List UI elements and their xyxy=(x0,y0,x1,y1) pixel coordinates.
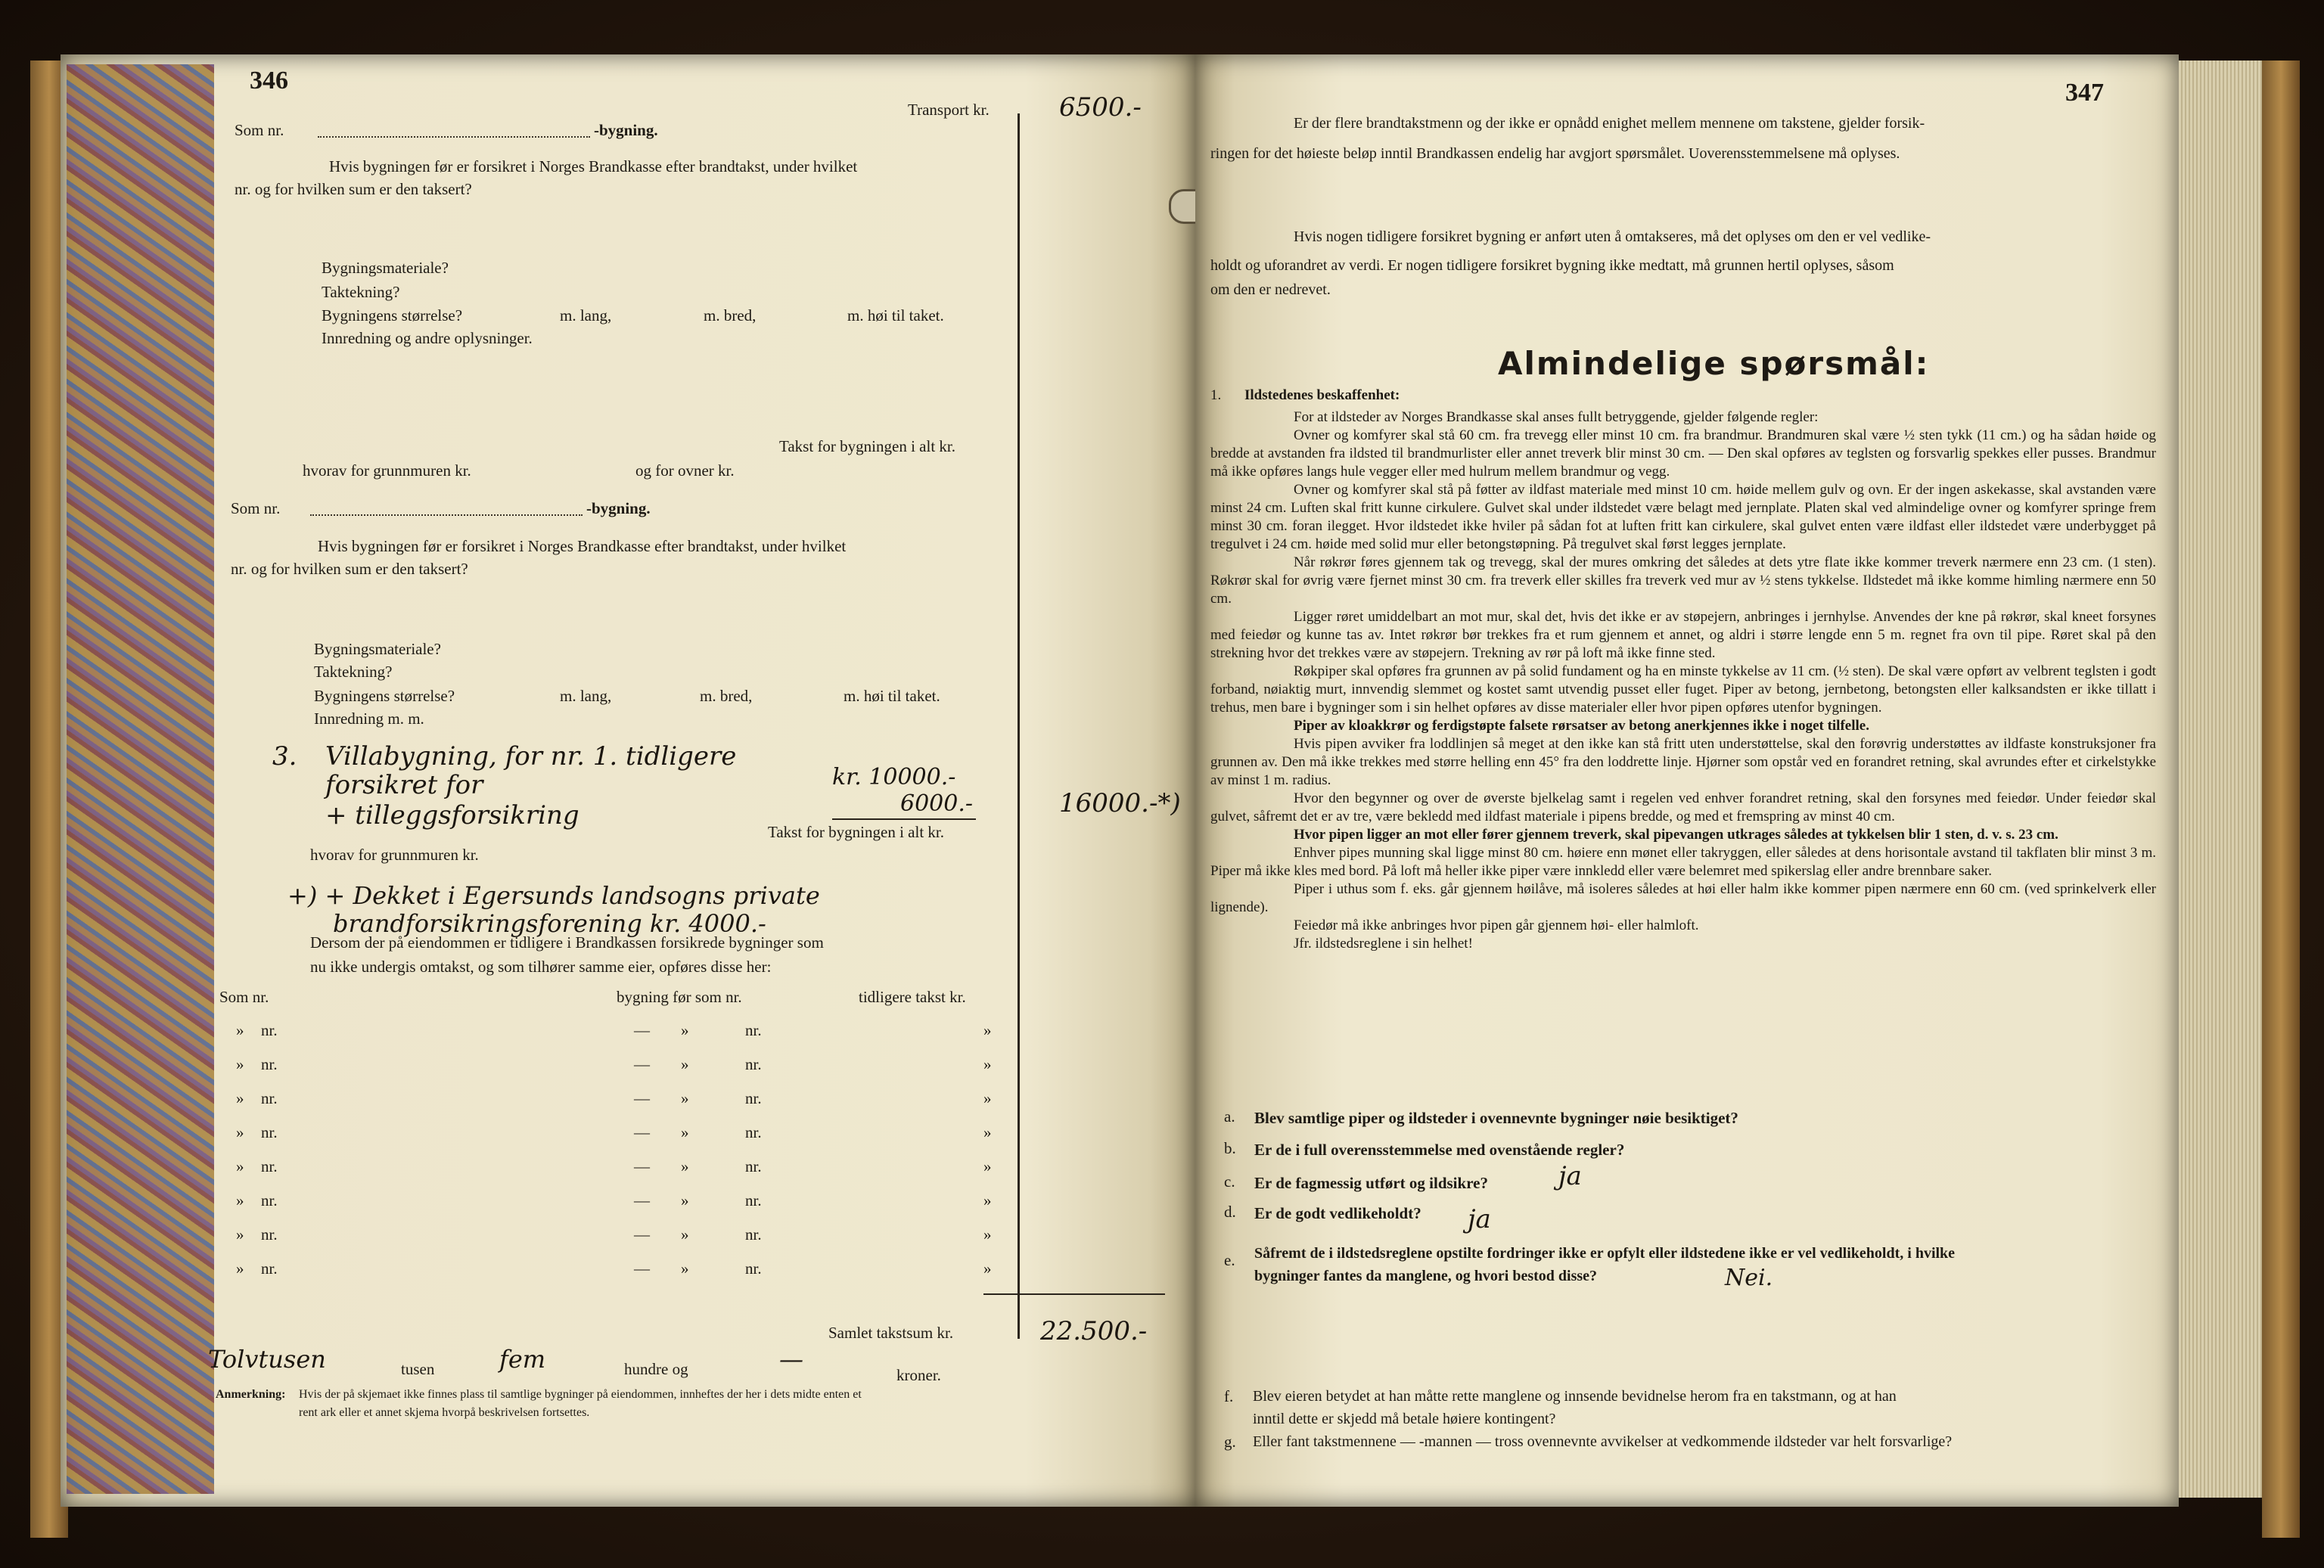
question-e-line1: Såfremt de i ildstedsreglene opstilte fordringer ikke er opfylt eller ildstedene ikke er vel vedlikeholdt, i hvilke xyxy=(1254,1245,1956,1262)
forsikret-question-2a: Hvis bygningen før er forsikret i Norges Brandkasse efter brandtakst, under hvilket xyxy=(318,537,847,555)
row-quote: » xyxy=(681,1259,689,1278)
row-quote: » xyxy=(681,1055,689,1073)
row-nr: nr. xyxy=(745,1259,762,1278)
intro-line5: om den er nedrevet. xyxy=(1210,281,1331,298)
question-d: Er de godt vedlikeholdt? xyxy=(1254,1204,1421,1222)
row-quote: » xyxy=(236,1225,244,1244)
row-quote: » xyxy=(681,1021,689,1039)
row-quote: » xyxy=(236,1157,244,1175)
row-quote: » xyxy=(681,1089,689,1107)
forsikret-question-2b: nr. og for hvilken sum er den taksert? xyxy=(231,560,468,578)
storrelse-1: Bygningens størrelse? xyxy=(322,306,463,324)
row-nr: nr. xyxy=(261,1021,278,1039)
row-dash: — xyxy=(634,1259,650,1278)
intro-line2: ringen for det høieste beløp inntil Brandkassen endelig har avgjort spørsmålet. Uoverensstemmelsene må oplyses. xyxy=(1210,145,1900,162)
hundre-og-label: hundre og xyxy=(624,1360,688,1378)
marbled-endpaper xyxy=(67,64,214,1494)
forsikret-question-1a: Hvis bygningen før er forsikret i Norges Brandkasse efter brandtakst, under hvilket xyxy=(329,157,858,175)
rule-paragraph: Enhver pipes munning skal ligge minst 80 cm. høiere enn mønet eller takryggen, eller således at dens horisontale avstand til takflaten blir minst 3 m. Piper må ikke kles med bord. På loft må heller ikke piper være innkledd eller være belemret med spikerslag eller andre brennbare saker. xyxy=(1210,845,2156,879)
anmerkning-label: Anmerkning: xyxy=(216,1388,286,1401)
hw-samlet-value: 22.500.- xyxy=(1040,1316,1148,1346)
sum-rule xyxy=(983,1293,1165,1295)
m-hoi-2: m. høi til taket. xyxy=(844,687,940,705)
section-number: 1. xyxy=(1210,387,1222,403)
answer-c: ja xyxy=(1558,1161,1582,1191)
row-nr: nr. xyxy=(261,1089,278,1107)
rule-paragraph: Piper av kloakkrør og ferdigstøpte falsete rørsatser av betong anerkjennes ikke i noget tilfelle. xyxy=(1294,718,1869,734)
row-quote: » xyxy=(983,1259,992,1278)
row-quote: » xyxy=(236,1021,244,1039)
question-e-line2: bygninger fantes da manglene, og hvori bestod disse? xyxy=(1254,1268,1598,1284)
question-f-line2: inntil dette er skjedd må betale høiere kontingent? xyxy=(1253,1411,1556,1427)
row-nr: nr. xyxy=(261,1055,278,1073)
book-edge-right xyxy=(2262,61,2300,1538)
hw-words-hundre: fem xyxy=(499,1345,546,1374)
taktekning-2: Taktekning? xyxy=(314,663,393,681)
intro-line1: Er der flere brandtakstmenn og der ikke er opnådd enighet mellem mennene om takstene, gjelder forsik- xyxy=(1294,115,1925,132)
dotted-line xyxy=(318,136,590,138)
row-nr: nr. xyxy=(745,1123,762,1141)
hw-amount1: kr. 10000.- xyxy=(832,764,956,790)
og-ovner-1: og for ovner kr. xyxy=(635,461,735,480)
question-d-label: d. xyxy=(1224,1203,1236,1221)
rule-paragraph: Hvis pipen avviker fra loddlinjen så meget at den ikke kan stå fritt uten understøttelse, skal den forøvrig understøttes av ildfaste konstruksjoner fra grunnen av. Den må ikke trekkes med større helling enn 45° fra den loddrette linje. Hjørner som opstår ved en forandret retning, skal avrundes efter et cirkelstykke av minst 1 m. radius. xyxy=(1210,736,2156,788)
page-number-right: 347 xyxy=(2065,79,2104,107)
intro-line4: holdt og uforandret av verdi. Er nogen tidligere forsikret bygning ikke medtatt, må grunnen hertil oplyses, såsom xyxy=(1210,257,1894,274)
m-lang-1: m. lang, xyxy=(560,306,612,324)
innredning-2: Innredning m. m. xyxy=(314,709,424,728)
row-quote: » xyxy=(236,1089,244,1107)
row-quote: » xyxy=(983,1157,992,1175)
bygning-1: -bygning. xyxy=(594,121,658,139)
row-nr: nr. xyxy=(261,1225,278,1244)
taktekning-1: Taktekning? xyxy=(322,283,400,301)
question-c: Er de fagmessig utført og ildsikre? xyxy=(1254,1174,1488,1192)
hvorav-2: hvorav for grunnmuren kr. xyxy=(310,846,479,864)
row-dash: — xyxy=(634,1021,650,1039)
row-nr: nr. xyxy=(261,1123,278,1141)
row-bygning-for: bygning før som nr. xyxy=(617,988,742,1006)
anmerkning-line2: rent ark eller et annet skjema hvorpå beskrivelsen fortsettes. xyxy=(299,1406,590,1419)
materiale-1: Bygningsmateriale? xyxy=(322,259,449,277)
hw-words-og: — xyxy=(779,1345,803,1374)
rule-paragraph: Hvor den begynner og over de øverste bjelkelag samt i regelen ved enhver forandret retning, skal den forsynes med feiedør. Under feiedør skal gulvet, såfremt det er av tre, være bekledd med ildfast materiale i pipens bredde, og med et fremspring av minst 40 cm. xyxy=(1210,790,2156,824)
bygning-2: -bygning. xyxy=(586,499,651,517)
rule-paragraph: Røkpiper skal opføres fra grunnen av på solid fundament og ha en minste tykkelse av 11 cm. (½ sten). De skal være opført av velbrent teglsten i godt forband, nøiaktig murt, innvendig slemmet og kostet samt utvendig pusset eller fuget. Piper av betong, jernbetong, betongsten eller kalksandsten er ikke tillatt i trehus, men bare i bygninger som i sin helhet opføres av disse materialer eller hvor pipen opføres utenfor bygningen. xyxy=(1210,663,2156,716)
m-hoi-1: m. høi til taket. xyxy=(847,306,944,324)
anmerkning-line1: Hvis der på skjemaet ikke finnes plass til samtlige bygninger på eiendommen, innheftes der her i dets midte enten et xyxy=(299,1388,862,1401)
row-dash: — xyxy=(634,1157,650,1175)
rule-paragraph: For at ildsteder av Norges Brandkasse skal anses fullt betryggende, gjelder følgende regler: xyxy=(1294,409,1819,425)
dersom-line2: nu ikke undergis omtakst, og som tilhører samme eier, opføres disse her: xyxy=(310,958,772,976)
takst-2: Takst for bygningen i alt kr. xyxy=(768,823,944,841)
row-quote: » xyxy=(236,1191,244,1209)
storrelse-2: Bygningens størrelse? xyxy=(314,687,455,705)
hvorav-1: hvorav for grunnmuren kr. xyxy=(303,461,471,480)
question-c-label: c. xyxy=(1224,1172,1235,1191)
underline xyxy=(832,818,976,820)
row-nr: nr. xyxy=(745,1055,762,1073)
hw-note1: +) + Dekket i Egersunds landsogns private xyxy=(287,881,820,910)
row-quote: » xyxy=(236,1123,244,1141)
dersom-line1: Dersom der på eiendommen er tidligere i Brandkassen forsikrede bygninger som xyxy=(310,933,824,952)
hw-line1: Villabygning, for nr. 1. tidligere xyxy=(325,741,737,772)
som-nr-1: Som nr. xyxy=(235,121,284,139)
row-quote: » xyxy=(983,1055,992,1073)
rule-paragraph: Feiedør må ikke anbringes hvor pipen går gjennem høi- eller halmloft. xyxy=(1294,918,1699,933)
row-quote: » xyxy=(983,1225,992,1244)
hw-line2: forsikret for xyxy=(325,770,483,800)
section-title: Almindelige spørsmål: xyxy=(1498,345,1930,382)
hw-total: 16000.-*) xyxy=(1059,788,1181,818)
page-number-left: 346 xyxy=(250,67,288,95)
row-quote: » xyxy=(236,1259,244,1278)
hw-line3: + tilleggsforsikring xyxy=(325,800,579,831)
row-nr: nr. xyxy=(261,1157,278,1175)
row-tidligere-takst: tidligere takst kr. xyxy=(859,988,966,1006)
innredning-1: Innredning og andre oplysninger. xyxy=(322,329,533,347)
row-quote: » xyxy=(681,1157,689,1175)
row-quote: » xyxy=(983,1021,992,1039)
row-quote: » xyxy=(236,1055,244,1073)
question-g-label: g. xyxy=(1224,1433,1236,1451)
intro-line3: Hvis nogen tidligere forsikret bygning er anført uten å omtakseres, må det oplyses om den er vel vedlike- xyxy=(1294,228,1931,245)
row-quote: » xyxy=(681,1191,689,1209)
row-som-nr: Som nr. xyxy=(219,988,269,1006)
question-b-label: b. xyxy=(1224,1139,1236,1157)
answer-d: ja xyxy=(1468,1204,1491,1234)
page-stack-edge xyxy=(2179,61,2262,1498)
rule-paragraph: Ovner og komfyrer skal stå 60 cm. fra trevegg eller minst 10 cm. fra brandmur. Brandmuren skal være ½ sten tykk (11 cm.) og ha sådan høide og bredde at avstanden fra ildsted til brandmurlister eller annet treverk blir minst 30 cm. — Den skal opføres av teglsten og forsvarlig spekkes eller pusses. Brandmur må ikke opføres langs hule vegger eller med hulrum mellem brandmur og vegg. xyxy=(1210,427,2156,480)
row-nr: nr. xyxy=(261,1191,278,1209)
row-nr: nr. xyxy=(745,1225,762,1244)
m-bred-2: m. bred, xyxy=(700,687,753,705)
tusen-label: tusen xyxy=(401,1360,435,1378)
row-nr: nr. xyxy=(745,1089,762,1107)
transport-value-text: 6500.- xyxy=(1059,92,1142,123)
kroner-label: kroner. xyxy=(896,1366,941,1384)
row-dash: — xyxy=(634,1123,650,1141)
answer-e: Nei. xyxy=(1725,1265,1773,1291)
rule-paragraph: Ligger røret umiddelbart an mot mur, skal det, hvis det ikke er av støpejern, anbringes i jernhylse. Anvendes der kne på røkrør, skal kneet forsynes med feiedør og kunne tas av. Intet røkrør bør trekkes fra et rum gjennem et annet, og aldri i større lengde enn 5 m. regnet fra ovn til pipe. Røret skal på den strekning hvor det trekkes være av støpejern. Trekning av rør på loft må ikke finne sted. xyxy=(1210,609,2156,661)
hw-entry-number: 3. xyxy=(272,741,297,772)
section-heading: Ildstedenes beskaffenhet: xyxy=(1244,387,1400,403)
row-quote: » xyxy=(983,1191,992,1209)
row-quote: » xyxy=(983,1123,992,1141)
m-lang-2: m. lang, xyxy=(560,687,612,705)
rule-paragraph: Hvor pipen ligger an mot eller fører gjennem treverk, skal pipevangen utkrages således at tykkelsen blir 1 sten, d. v. s. 23 cm. xyxy=(1294,827,2058,843)
takst-1: Takst for bygningen i alt kr. xyxy=(779,437,955,455)
rule-paragraph: Når røkrør føres gjennem tak og trevegg, skal der mures omkring det således at dets ytre flate ikke kommer treverk nærmere enn 23 cm. (1 sten). Røkrør skal for øvrig være fjernet minst 30 cm. fra treverk eller skilles fra treverk ved mur av ½ stens tykkelse. Ildstedet må ikke komme himling nærmere enn 50 cm. xyxy=(1210,554,2156,607)
row-dash: — xyxy=(634,1225,650,1244)
question-b: Er de i full overensstemmelse med ovenstående regler? xyxy=(1254,1141,1625,1159)
transport-label: Transport kr. xyxy=(908,101,990,119)
question-e-label: e. xyxy=(1224,1251,1235,1269)
amount-column-rule xyxy=(1018,113,1020,1339)
rule-paragraph: Jfr. ildstedsreglene i sin helhet! xyxy=(1294,936,1473,952)
samlet-takstsum: Samlet takstsum kr. xyxy=(828,1324,954,1342)
row-quote: » xyxy=(681,1225,689,1244)
row-nr: nr. xyxy=(745,1021,762,1039)
row-dash: — xyxy=(634,1191,650,1209)
row-quote: » xyxy=(681,1123,689,1141)
som-nr-2: Som nr. xyxy=(231,499,281,517)
row-quote: » xyxy=(983,1089,992,1107)
question-a: Blev samtlige piper og ildsteder i ovennevnte bygninger nøie besiktiget? xyxy=(1254,1109,1738,1127)
left-page xyxy=(61,54,1195,1507)
row-nr: nr. xyxy=(745,1157,762,1175)
materiale-2: Bygningsmateriale? xyxy=(314,640,441,658)
question-g: Eller fant takstmennene — -mannen — tross ovennevnte avvikelser at vedkommende ildsteder var helt forsvarlige? xyxy=(1253,1433,1953,1450)
rule-paragraph: Piper i uthus som f. eks. går gjennem høilåve, må isoleres således at høi eller halm ikke kommer pipen nærmere enn 60 cm. (ved sprinkelverk eller lignende). xyxy=(1210,881,2156,915)
question-f-line1: Blev eieren betydet at han måtte rette manglene og innsende bevidnelse herom fra en takstmann, og at han xyxy=(1253,1388,1897,1405)
hw-amount2: 6000.- xyxy=(900,790,974,817)
question-f-label: f. xyxy=(1224,1387,1234,1405)
row-nr: nr. xyxy=(745,1191,762,1209)
row-nr: nr. xyxy=(261,1259,278,1278)
hw-words-tusen: Tolvtusen xyxy=(208,1345,326,1374)
row-dash: — xyxy=(634,1055,650,1073)
hw-note2: brandforsikringsforening kr. 4000.- xyxy=(333,909,766,938)
m-bred-1: m. bred, xyxy=(704,306,757,324)
dotted-line xyxy=(310,514,583,516)
rule-paragraph: Ovner og komfyrer skal stå på føtter av ildfast materiale med minst 10 cm. høide mellem gulv og ovn. Er der ingen askekasse, skal avstanden være minst 24 cm. Luften skal fritt kunne cirkulere. Gulvet skal under ildstedet være belagt med jernplate. Platen skal ved almindelige ovner og komfyrer springe frem minst 30 cm. foran ilegget. Hvor ildstedet ikke hviler på sådan fot at luften fritt kan cirkulere, skal gulvet enten være ildfast eller ildstedet være underbygget på tregulvet i 24 cm. høide med solid mur eller betongstøpning. På tregulvet skal først legges jernplate. xyxy=(1210,482,2156,552)
ildsted-rules xyxy=(1210,408,2156,953)
question-a-label: a. xyxy=(1224,1107,1235,1126)
forsikret-question-1b: nr. og for hvilken sum er den taksert? xyxy=(235,180,472,198)
row-dash: — xyxy=(634,1089,650,1107)
